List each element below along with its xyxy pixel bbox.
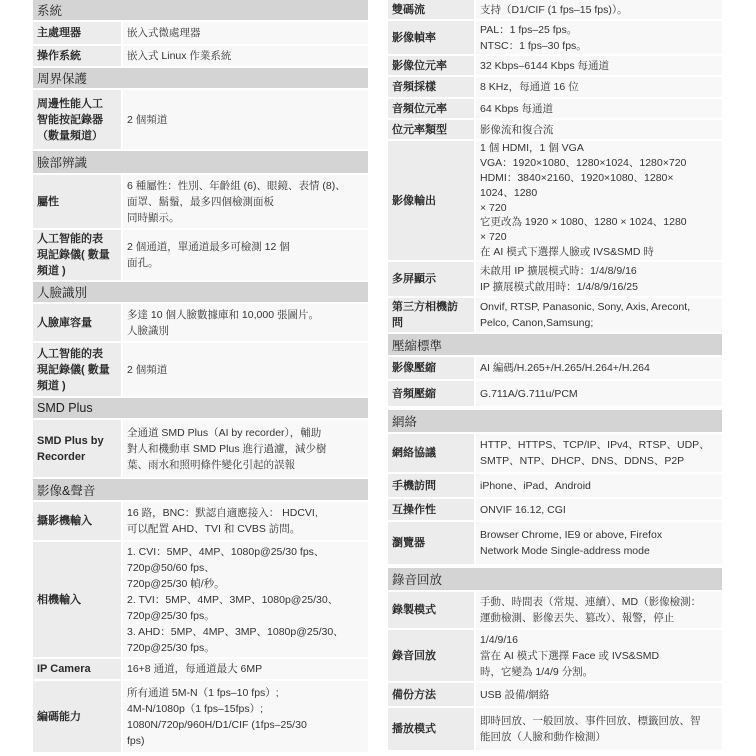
spec-row-audio-bitrate <box>388 99 722 118</box>
spec-value <box>476 99 722 118</box>
label-line: 影像幀率 <box>392 31 436 44</box>
value-line: IP 擴展模式啟用時：1/4/8/9/16/25 <box>480 281 638 293</box>
section-title: 網絡 <box>392 415 418 429</box>
spec-value <box>476 262 722 296</box>
spec-value <box>123 22 368 44</box>
spec-row-face-database <box>33 304 368 341</box>
value-line: 32 Kbps–6144 Kbps 每通道 <box>480 59 609 72</box>
value-line: 可以配置 AHD、TVI 和 CVBS 訪問。 <box>127 523 301 535</box>
label-line: 編碼能力 <box>37 710 81 723</box>
spec-value <box>476 434 722 472</box>
value-line: 面罩、鬍鬚，最多四個檢測面板 <box>127 195 274 208</box>
spec-value <box>476 630 722 681</box>
spec-row-playback-split <box>388 630 722 681</box>
value-line: 1/4/9/16 <box>480 633 518 646</box>
spec-value <box>123 46 368 66</box>
value-line: 1. CVI：5MP、4MP、1080p@25/30 fps、 <box>127 545 325 558</box>
label-line: 備份方法 <box>392 688 436 701</box>
spec-label <box>33 343 121 396</box>
spec-row-video-compression <box>388 357 722 379</box>
label-line: 雙碼流 <box>392 3 425 16</box>
spec-value <box>123 659 368 679</box>
label-line: 相機輸入 <box>37 593 81 606</box>
value-line: 支持（D1/CIF (1 fps–15 fps)）。 <box>480 3 628 16</box>
section-header-compression <box>388 334 722 355</box>
spec-value <box>476 141 722 260</box>
spec-value <box>123 343 368 396</box>
value-line: 在 AI 模式下選擇人臉或 IVS&SMD 時 <box>480 245 654 258</box>
spec-value <box>476 298 722 332</box>
spec-row-record-mode <box>388 592 722 628</box>
spec-value <box>476 56 722 75</box>
label-line: 錄製模式 <box>392 604 436 616</box>
label-line: 屬性 <box>37 195 59 208</box>
spec-label <box>33 46 121 66</box>
value-line: 1024、1280 <box>480 186 538 199</box>
label-line: 手機訪問 <box>392 479 436 492</box>
spec-value <box>476 592 722 628</box>
section-header-system <box>33 0 368 20</box>
spec-label <box>33 90 121 149</box>
spec-value <box>476 77 722 97</box>
spec-label <box>388 708 474 750</box>
spec-value <box>123 304 368 341</box>
section-header-smd-plus <box>33 398 368 418</box>
spec-value <box>476 708 722 750</box>
section-title: 錄音回放 <box>392 573 443 587</box>
spec-row-frame-rate <box>388 21 722 54</box>
spec-label <box>388 357 474 379</box>
value-line: 8 KHz，每通道 16 位 <box>480 81 579 93</box>
label-line: 現記錄儀( 數量 <box>37 249 110 261</box>
spec-row-browser <box>388 522 722 564</box>
spec-row-smd-plus-recorder <box>33 420 368 477</box>
value-line: 對人和機動車 SMD Plus 進行過濾，減少樹 <box>127 442 327 455</box>
spec-value <box>476 522 722 564</box>
spec-row-audio-sampling <box>388 77 722 97</box>
spec-row-operating-system <box>33 46 368 66</box>
label-line: 多屏顯示 <box>392 273 436 285</box>
spec-value <box>123 681 368 752</box>
label-line: 智能按記錄器 <box>37 113 103 126</box>
spec-label <box>388 499 474 520</box>
spec-value <box>476 381 722 406</box>
value-line: 2 個通道，單通道最多可檢測 12 個 <box>127 241 290 253</box>
value-line: 720p@25/30 幀/秒。 <box>127 577 225 590</box>
value-line: fps) <box>127 734 145 747</box>
value-line: 手動、時間表（常規、連續）、MD（影像檢測： <box>480 596 702 608</box>
label-line: 現記錄儀( 數量 <box>37 363 110 376</box>
label-line: （數量頻道） <box>37 129 103 142</box>
section-header-video-audio <box>33 479 368 500</box>
label-line: Recorder <box>37 450 86 463</box>
value-line: Network Mode Single-address mode <box>480 545 650 557</box>
value-line: 人臉識別 <box>127 324 169 337</box>
spec-value <box>476 357 722 379</box>
spec-label <box>33 420 121 477</box>
label-line: SMD Plus by <box>37 434 104 447</box>
value-line: 720p@25/30 fps。 <box>127 609 215 622</box>
value-line: 未啟用 IP 擴展模式時：1/4/8/9/16 <box>480 265 637 277</box>
spec-label <box>33 502 121 540</box>
label-line: 音頻位元率 <box>392 102 447 115</box>
label-line: 音頻採樣 <box>392 81 436 93</box>
label-line: 互操作性 <box>392 503 436 516</box>
spec-row-main-processor <box>33 22 368 44</box>
label-line: 位元率類型 <box>392 123 447 136</box>
value-line: Pelco, Canon,Samsung; <box>480 317 594 329</box>
label-line: 音頻壓縮 <box>392 387 436 400</box>
section-header-face-detection <box>33 151 368 173</box>
spec-row-recognition-ai-channels <box>33 343 368 396</box>
spec-row-bitrate-type <box>388 120 722 139</box>
spec-label <box>388 434 474 472</box>
value-line: ONVIF 16.12, CGI <box>480 503 566 516</box>
label-line: 人工智能的表 <box>37 233 103 245</box>
label-line: 瀏覽器 <box>392 537 425 549</box>
value-line: 6 種屬性：性別、年齡組 (6)、眼鏡、表情 (8)、 <box>127 179 346 192</box>
spec-row-video-bitrate <box>388 56 722 75</box>
value-line: 葉、雨水和照明條件變化引起的誤報 <box>127 458 295 471</box>
section-title: 臉部辨識 <box>37 156 88 170</box>
value-line: USB 設備/網絡 <box>480 688 550 701</box>
value-line: 720p@25/30 fps。 <box>127 641 215 654</box>
spec-row-analog-camera-input <box>33 542 368 657</box>
value-line: iPhone、iPad、Android <box>480 479 591 492</box>
value-line: HDMI：3840×2160、1920×1080、1280× <box>480 171 674 184</box>
spec-row-multi-screen <box>388 262 722 296</box>
value-line: 即時回放、一般回放、事件回放、標籤回放、智 <box>480 715 701 727</box>
value-line: 面孔。 <box>127 257 159 269</box>
spec-label <box>33 230 121 280</box>
value-line: 4M-N/1080p（1 fps–15fps）; <box>127 702 263 715</box>
value-line: 64 Kbps 每通道 <box>480 102 553 115</box>
label-line: 主處理器 <box>37 27 81 39</box>
value-line: 16 路，BNC：默認自適應接入： HDCVI, <box>127 507 318 519</box>
spec-value <box>123 502 368 540</box>
section-title: 周界保護 <box>37 72 88 86</box>
spec-value <box>476 499 722 520</box>
label-line: 攝影機輸入 <box>37 515 92 527</box>
spec-row-face-ai-channels <box>33 230 368 280</box>
value-line: 嵌入式微處理器 <box>127 27 201 39</box>
value-line: 同時顯示。 <box>127 211 180 224</box>
value-line: 3. AHD：5MP、4MP、3MP、1080p@25/30、 <box>127 625 344 638</box>
section-title: 壓縮標準 <box>392 338 443 353</box>
value-line: 當在 AI 模式下選擇 Face 或 IVS&SMD <box>480 649 660 662</box>
spec-label <box>388 381 474 406</box>
spec-row-audio-compression <box>388 381 722 406</box>
value-line: 影像流和復合流 <box>480 123 554 136</box>
value-line: Onvif, RTSP, Panasonic, Sony, Axis, Arecont, <box>480 301 691 313</box>
spec-value <box>476 683 722 706</box>
value-line: 時，它變為 1/4/9 分割。 <box>480 665 594 678</box>
label-line: 第三方相機訪 <box>392 301 458 313</box>
spec-label <box>388 99 474 118</box>
value-line: 2 個頻道 <box>127 113 168 126</box>
section-title: 人臉識別 <box>37 286 88 300</box>
label-line: 問 <box>392 317 403 329</box>
value-line: PAL：1 fps–25 fps。 <box>480 23 578 36</box>
value-line: VGA：1920×1080、1280×1024、1280×720 <box>480 157 687 170</box>
section-header-record-playback <box>388 568 722 590</box>
spec-value <box>476 21 722 54</box>
label-line: 播放模式 <box>392 723 436 735</box>
section-header-face-recognition <box>33 282 368 302</box>
spec-row-perimeter-ai-channels <box>33 90 368 149</box>
value-line: 2. TVI：5MP、4MP、3MP、1080p@25/30、 <box>127 593 339 606</box>
spec-row-ip-camera <box>33 659 368 679</box>
section-title: 系統 <box>37 4 63 18</box>
spec-row-third-party-access <box>388 298 722 332</box>
label-line: 周邊性能人工 <box>37 97 103 110</box>
spec-row-video-output <box>388 141 722 260</box>
spec-label <box>388 77 474 97</box>
spec-row-mobile-access <box>388 474 722 497</box>
spec-row-encoding-capability <box>33 681 368 752</box>
spec-value <box>476 474 722 497</box>
spec-row-playback-mode <box>388 708 722 750</box>
value-line: NTSC：1 fps–30 fps。 <box>480 39 587 52</box>
spec-label <box>388 21 474 54</box>
value-line: G.711A/G.711u/PCM <box>480 387 578 400</box>
section-header-network <box>388 410 722 432</box>
left-spec-column <box>33 0 368 756</box>
spec-row-interoperability <box>388 499 722 520</box>
value-line: 720p@50/60 fps、 <box>127 561 215 574</box>
value-line: HTTP、HTTPS、TCP/IP、IPv4、RTSP、UDP、 <box>480 439 710 451</box>
value-line: 1 個 HDMI，1 個 VGA <box>480 142 584 155</box>
label-line: 影像輸出 <box>392 194 436 207</box>
value-line: AI 編碼/H.265+/H.265/H.264+/H.264 <box>480 362 650 374</box>
spec-row-attributes <box>33 175 368 228</box>
spec-value <box>123 90 368 149</box>
spec-row-backup-method <box>388 683 722 706</box>
spec-label <box>388 56 474 75</box>
label-line: 操作系統 <box>37 50 81 62</box>
spec-value <box>476 0 722 19</box>
spec-label <box>388 522 474 564</box>
spec-row-network-protocols <box>388 434 722 472</box>
value-line: SMTP、NTP、DHCP、DNS、DDNS、P2P <box>480 455 685 467</box>
label-line: 影像壓縮 <box>392 362 436 374</box>
value-line: 多達 10 個人臉數據庫和 10,000 張圖片。 <box>127 308 319 321</box>
spec-label <box>388 0 474 19</box>
spec-value <box>123 542 368 657</box>
spec-label <box>33 542 121 657</box>
spec-value <box>476 120 722 139</box>
section-title: 影像&聲音 <box>37 483 96 498</box>
value-line: × 720 <box>480 231 507 244</box>
spec-label <box>388 298 474 332</box>
spec-label <box>33 304 121 341</box>
label-line: 頻道 ) <box>37 379 66 392</box>
spec-label <box>388 120 474 139</box>
label-line: 錄音回放 <box>392 649 436 662</box>
section-title: SMD Plus <box>37 401 93 415</box>
value-line: 它更改為 1920 × 1080、1280 × 1024、1280 <box>480 216 687 229</box>
section-header-perimeter-protection <box>33 68 368 88</box>
spec-row-dual-stream <box>388 0 722 19</box>
spec-value <box>123 230 368 280</box>
spec-label <box>388 683 474 706</box>
label-line: 網絡協議 <box>392 447 436 459</box>
value-line: 全通道 SMD Plus（AI by recorder），輔助 <box>127 426 322 439</box>
value-line: 嵌入式 Linux 作業系統 <box>127 50 232 62</box>
spec-value <box>123 420 368 477</box>
spec-label <box>388 592 474 628</box>
value-line: 1080N/720p/960H/D1/CIF (1fps–25/30 <box>127 718 307 731</box>
value-line: 運動檢測、影像丟失、篡改）、報警，停止 <box>480 612 675 624</box>
value-line: 能回放（人臉和動作檢測） <box>480 731 606 743</box>
spec-label <box>388 474 474 497</box>
spec-label <box>33 175 121 228</box>
spec-label <box>388 141 474 260</box>
label-line: 影像位元率 <box>392 59 447 72</box>
label-line: 人工智能的表 <box>37 347 103 360</box>
label-line: IP Camera <box>37 663 91 675</box>
value-line: 所有通道 5M-N（1 fps–10 fps）; <box>127 686 279 699</box>
label-line: 頻道 ) <box>37 265 66 277</box>
label-line: 人臉庫容量 <box>37 316 92 329</box>
spec-label <box>33 22 121 44</box>
spec-value <box>123 175 368 228</box>
spec-row-camera-input <box>33 502 368 540</box>
spec-label <box>388 262 474 296</box>
spec-label <box>33 659 121 679</box>
right-spec-column <box>388 0 722 756</box>
spec-label <box>33 681 121 752</box>
value-line: 16+8 通道，每通道最大 6MP <box>127 663 263 675</box>
value-line: 2 個頻道 <box>127 363 168 376</box>
value-line: Browser Chrome, IE9 or above, Firefox <box>480 529 663 541</box>
spec-label <box>388 630 474 681</box>
value-line: × 720 <box>480 201 507 214</box>
